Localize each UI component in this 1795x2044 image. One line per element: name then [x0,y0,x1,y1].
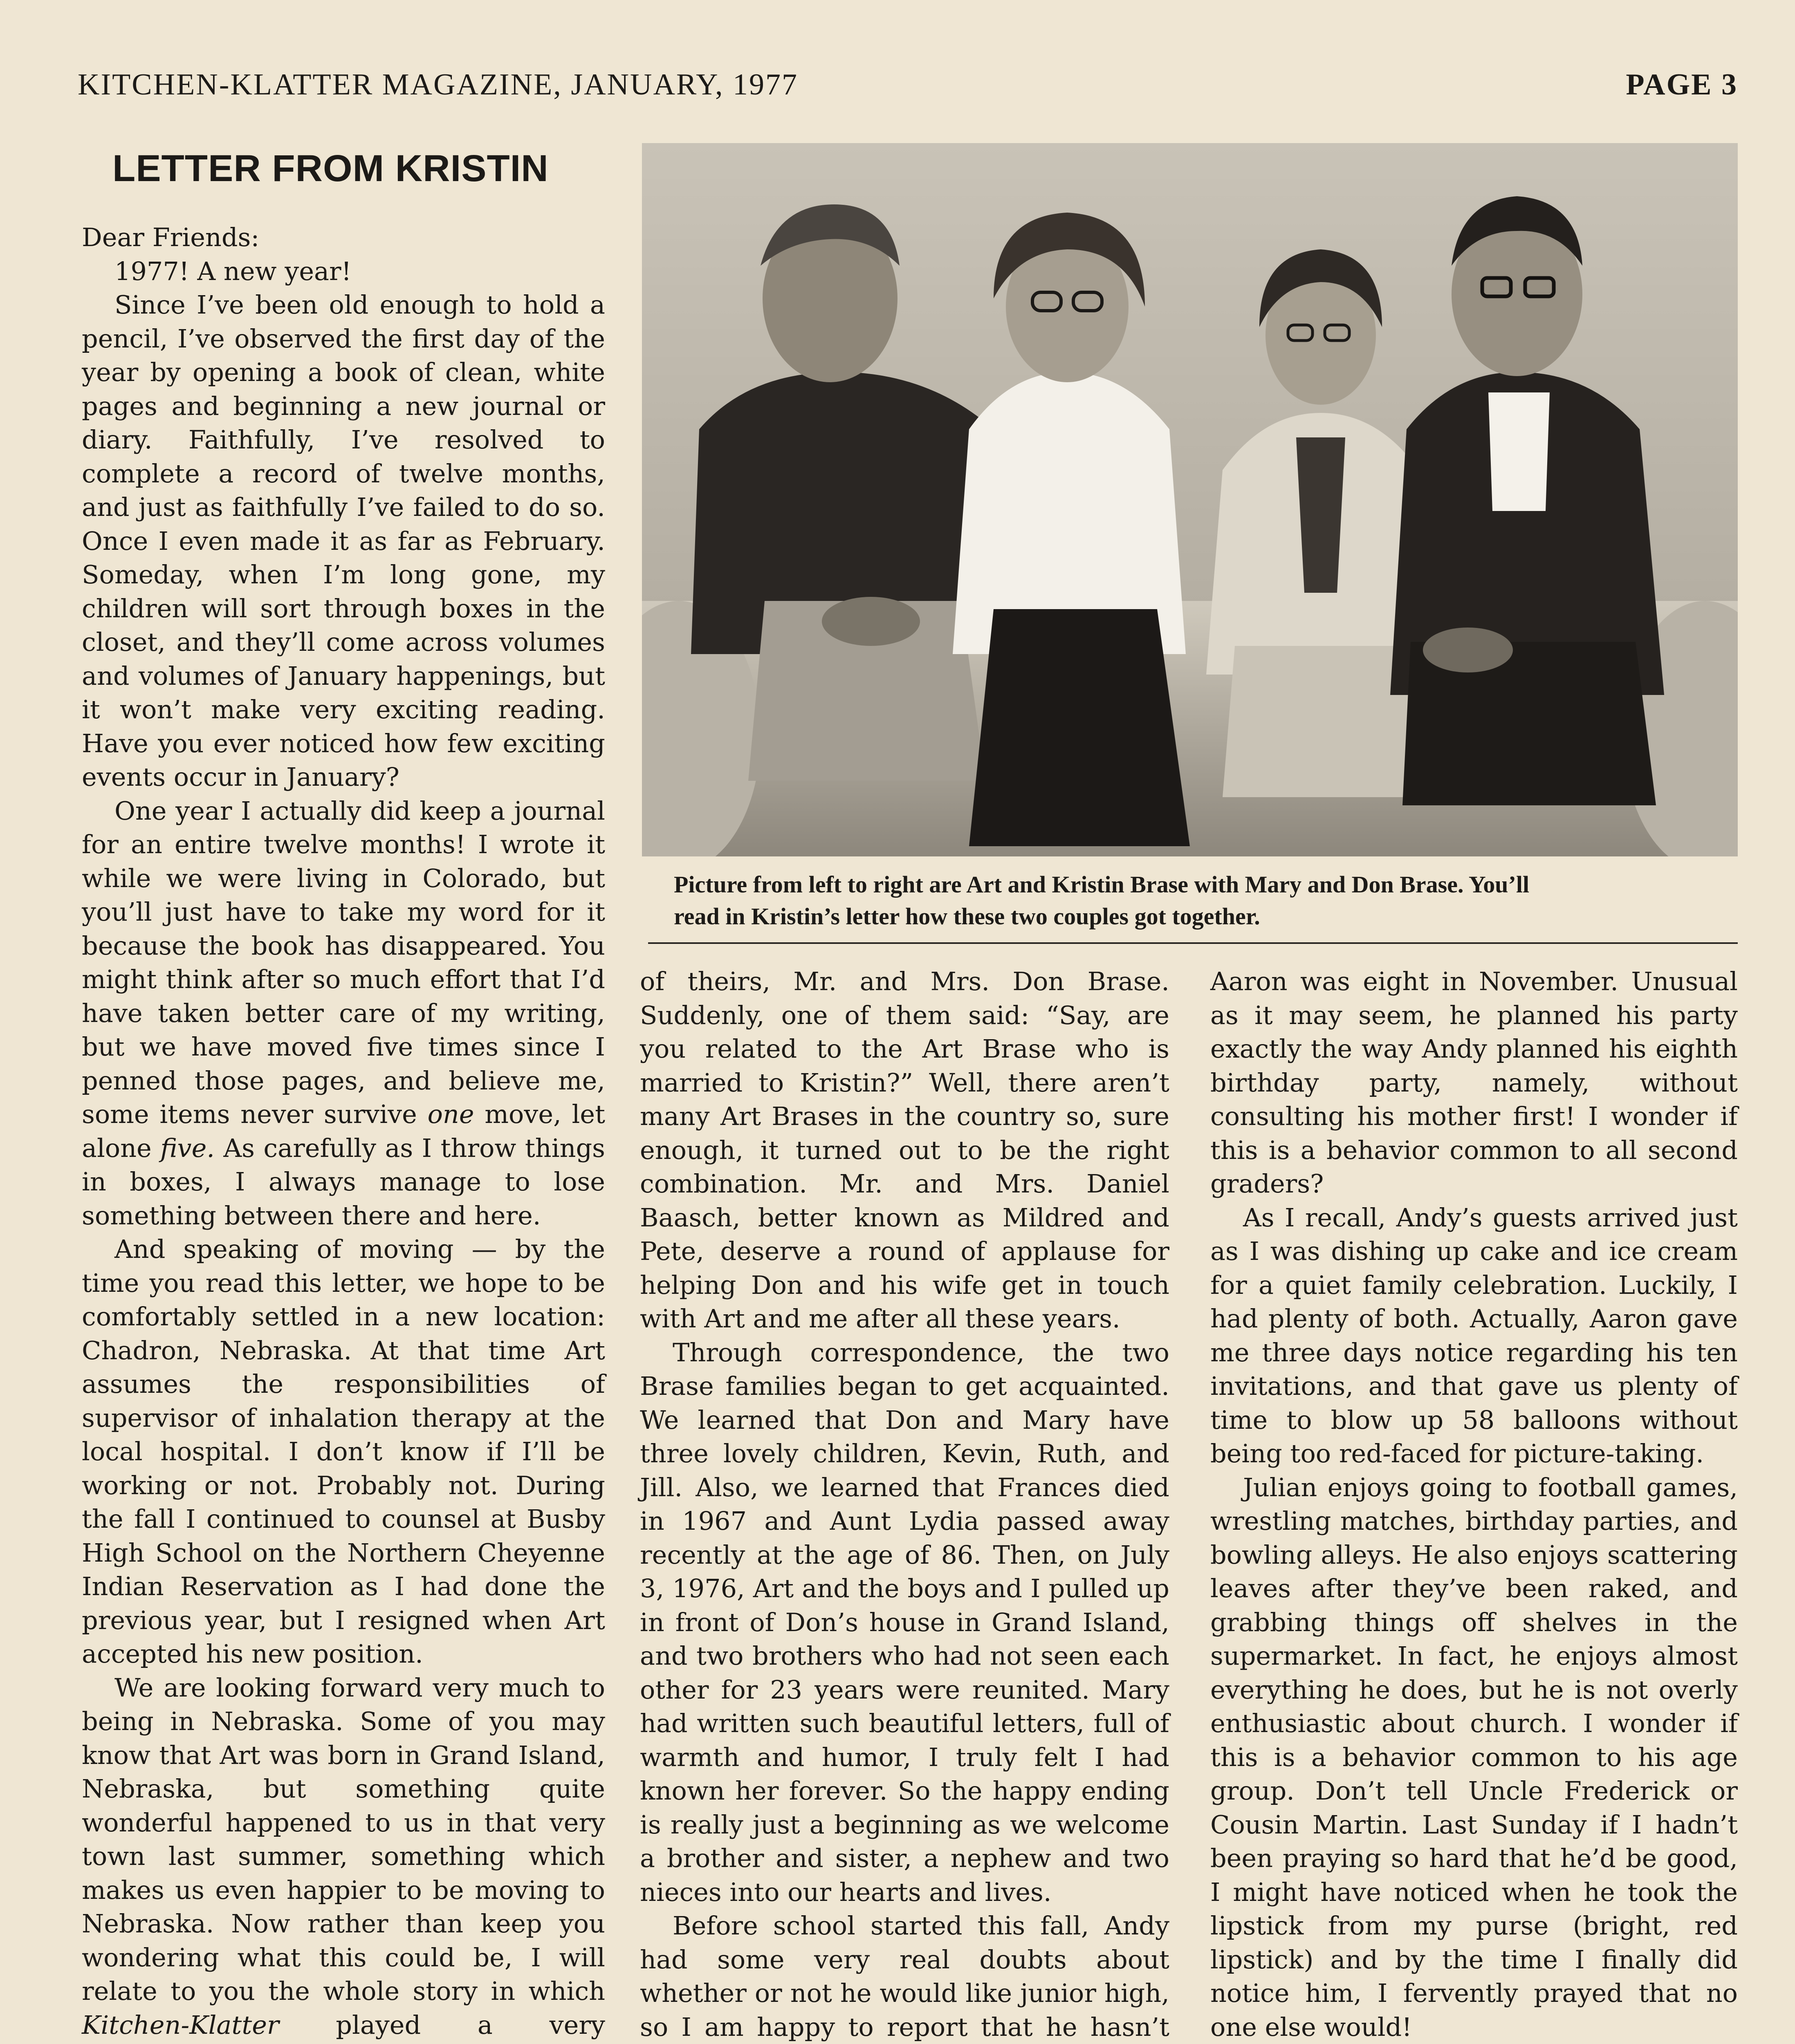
caption-rule [648,942,1738,944]
photo-illustration [642,143,1738,856]
text-run: played a very [336,2010,605,2040]
paragraph: As I recall, Andy’s guests arrived just as I was dishing up cake and ice cream for a quiet family celebration. Luckily, I had plenty of both. Actually, Aaron gave me three days notice regarding his ten invitations, and that gave us plenty of time to blow up 58 balloons without being too red-faced for picture-taking. [1210,1202,1738,1468]
caption-line: read in Kristin’s letter how these two couples got together. [674,903,1260,930]
article-title: LETTER FROM KRISTIN [112,148,549,189]
salutation: Dear Friends: [82,222,260,252]
page-number: PAGE 3 [1626,68,1738,101]
magazine-name: Kitchen-Klatter [82,2010,279,2040]
paragraph [82,1671,605,2044]
caption-line: Picture from left to right are Art and Kristin Brase with Mary and Don Brase. You’ll [674,871,1530,898]
text-run: As carefully as I throw things in boxes, I always manage to lose something between there and here. [82,1133,606,1230]
family-photo [642,143,1738,856]
emphasis: one [427,1099,474,1129]
photo-caption [674,869,1733,932]
paragraph: Aaron was eight in November. Unusual as it may seem, he planned his party exactly the way Andy planned his eighth birthday party, namely, without consulting his mother first! I wonder if this is a behavior common to all second graders? [1210,966,1738,1199]
paragraph: Before school started this fall, Andy had some very real doubts about whether or not he would like junior high, so I am happy to report that he hasn’t [640,1911,1169,2042]
paragraph [82,794,605,1233]
running-header [78,67,1738,112]
text-run: move, let alone [82,1099,605,1163]
paragraph: Through correspondence, the two Brase families began to get acquainted. We learned that Don and Mary have three lovely children, Kevin, Ruth, and Jill. Also, we learned that Frances died in 1967 and Aunt Lydia passed away recently at the age of 86. Then, on July 3, 1976, Art and the boys and I pulled up in front of Don’s house in Grand Island, and two brothers who had not seen each other for 23 years were reunited. Mary had written such beautiful letters, full of warmth and humor, I truly felt I had known her forever. So the happy ending is really just a beginning as we welcome a brother and sister, a nephew and two nieces into our hearts and lives. [640,1337,1169,1907]
text-run: We are looking forward very much to being in Nebraska. Some of you may know that Art was born in Grand Island, Nebraska, but something quite wonderful happened to us in that very town last summer, something which makes us even happier to be moving to Nebraska. Now rather than keep you wondering what this could be, I will relate to you the whole story in which [82,1672,605,2006]
emphasis: five. [160,1133,215,1163]
publication-line: KITCHEN-KLATTER MAGAZINE, JANUARY, 1977 [78,68,799,101]
text-column-2 [640,965,1169,2044]
paragraph: And speaking of moving — by the time you read this letter, we hope to be comfortably settled in a new location: Chadron, Nebraska. At that time Art assumes the responsibilities of supervisor of inhalation therapy at the local hospital. I don’t know if I’ll be working or not. Probably not. During the fall I continued to counsel at Busby High School on the Northern Cheyenne Indian Reservation as I had done the previous year, but I resigned when Art accepted his new position. [82,1234,605,1669]
paragraph: Since I’ve been old enough to hold a pencil, I’ve observed the first day of the year by opening a book of clean, white pages and beginning a new journal or diary. Faithfully, I’ve resolved to complete a record of twelve months, and just as faithfully I’ve failed to do so. Once I even made it as far as February. Someday, when I’m long gone, my children will sort through boxes in the closet, and they’ll come across volumes and volumes of January happenings, but it won’t make very exciting reading. Have you ever noticed how few exciting events occur in January? [82,290,605,792]
paragraph: of theirs, Mr. and Mrs. Don Brase. Suddenly, one of them said: “Say, are you related to the Art Brase who is married to Kristin?” Well, there aren’t many Art Brases in the country so, sure enough, it turned out to be the right combination. Mr. and Mrs. Daniel Baasch, better known as Mildred and Pete, deserve a round of applause for helping Don and his wife get in touch with Art and me after all these years. [640,966,1169,1334]
text-column-1 [82,221,605,2044]
text-run: One year I actually did keep a journal for an entire twelve months! I wrote it while we were living in Colorado, but you’ll just have to take my word for it because the book has disappeared. You might think after so much effort that I’d have taken better care of my writing, but we have moved five times since I penned those pages, and believe me, some items never survive [82,796,605,1129]
paragraph: Julian enjoys going to football games, wrestling matches, birthday parties, and bowling alleys. He also enjoys scattering leaves after they’ve been raked, and grabbing things off shelves in the supermarket. In fact, he enjoys almost everything he does, but he is not overly enthusiastic about church. I wonder if this is a behavior common to his age group. Don’t tell Uncle Frederick or Cousin Martin. Last Sunday if I hadn’t been praying so hard that he’d be good, I might have noticed when he took the lipstick from my purse (bright, red lipstick) and by the time I finally did notice him, I fervently prayed that no one else would! [1210,1472,1738,2042]
text-column-3 [1210,965,1738,2044]
paragraph: 1977! A new year! [114,256,352,286]
